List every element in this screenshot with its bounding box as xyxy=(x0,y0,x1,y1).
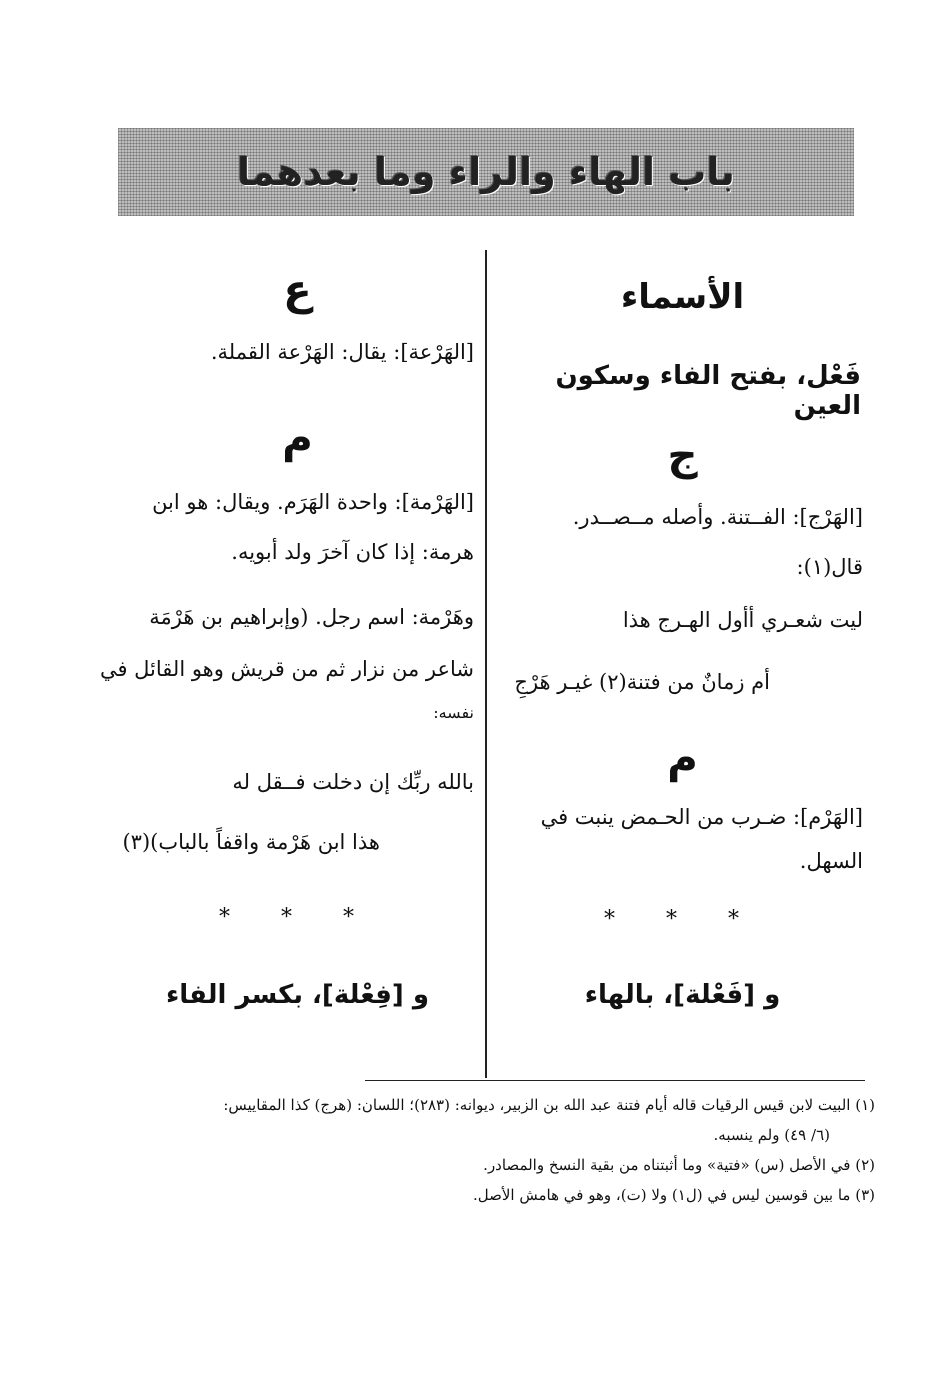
footnote-rule xyxy=(365,1080,865,1081)
chapter-title: باب الهاء والراء وما بعدهما xyxy=(237,150,735,194)
section-separator: * * * xyxy=(604,907,761,932)
harma2-line2: شاعر من نزار ثم من قريش وهو القائل في xyxy=(99,657,474,681)
footnote-3: (٣) ما بين قوسين ليس في (ل١) ولا (ت)، وهو في هامش الأصل. xyxy=(473,1186,875,1204)
verse-line2: أم زمانٌ من فتنة(٢) غيـر هَرْجِ xyxy=(514,670,770,694)
chapter-banner xyxy=(118,128,854,216)
hraj-entry-line1: [الهَرْج]: الفــتنة. وأصله مــصــدر. xyxy=(572,505,863,529)
footnote-2: (٢) في الأصل (س) «فتية» وما أثبتناه من بقية النسخ والمصادر. xyxy=(483,1156,875,1174)
hraj-entry-line2: قال(١): xyxy=(796,555,863,579)
verse-line1: بالله ربِّك إن دخلت فــقل له xyxy=(232,770,474,794)
footnotes xyxy=(65,1090,875,1210)
letter-heading-jim: ج xyxy=(667,430,698,479)
verse-line2: هذا ابن هَرْمة واقفاً بالباب)(٣) xyxy=(122,830,380,854)
harma2-line3: نفسه: xyxy=(433,703,474,722)
footnote-1-line2: (٦/ ٤٩) ولم ينسبه. xyxy=(713,1126,830,1144)
letter-heading-mim: م xyxy=(667,733,698,782)
footnote-1-line1: (١) البيت لابن قيس الرقيات قاله أيام فتنة عبد الله بن الزبير، ديوانه: (٢٨٣)؛ اللسان: (هرج) كذا المقاييس: xyxy=(223,1096,875,1114)
letter-heading-mim: م xyxy=(282,413,313,462)
verse-line1: ليت شعـري أأول الهـرج هذا xyxy=(622,608,863,632)
pattern-heading-fiala: و [فِعْلة]، بكسر الفاء xyxy=(166,980,429,1010)
section-heading: الأسماء xyxy=(620,277,745,317)
pattern-heading-faala: و [فَعْلة]، بالهاء xyxy=(584,980,781,1010)
harm-entry-line2: السهل. xyxy=(799,849,863,873)
harma2-line1: وهَرْمة: اسم رجل. (وإبراهيم بن هَرْمَة xyxy=(149,605,474,629)
section-separator: * * * xyxy=(219,905,376,930)
letter-heading-ain: ع xyxy=(283,265,312,314)
harm-entry-line1: [الهَرْم]: ضـرب من الحـمض ينبت في xyxy=(540,805,863,829)
harma-line2: هرمة: إذا كان آخرَ ولد أبويه. xyxy=(231,540,474,564)
haraa-entry: [الهَرْعة]: يقال: الهَرْعة القملة. xyxy=(210,340,474,364)
column-divider xyxy=(485,250,487,1078)
harma-line1: [الهَرْمة]: واحدة الهَرَم. ويقال: هو ابن xyxy=(152,490,474,514)
pattern-heading: فَعْل، بفتح الفاء وسكون العين xyxy=(555,361,861,421)
